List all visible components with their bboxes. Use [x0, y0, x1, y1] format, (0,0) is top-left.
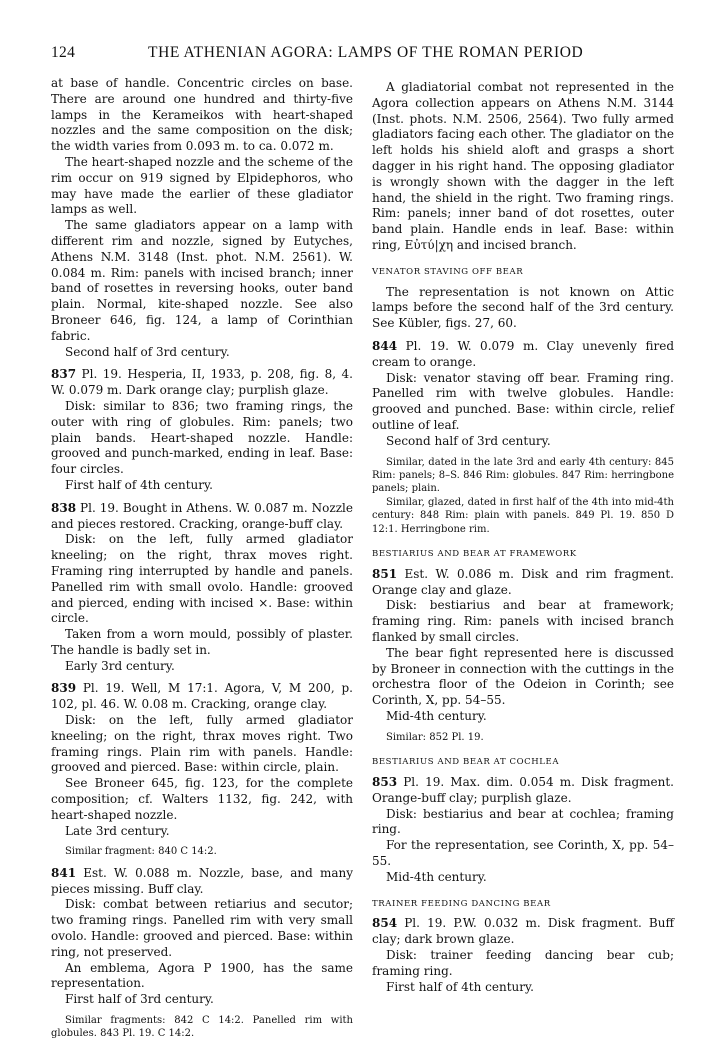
entry-number: 853	[372, 774, 398, 789]
entry-note: The bear fight represented here is discussed by Broneer in connection with the cuttings in the orchestra floor of the Odeion in Corinth; see Corinth, X, pp. 54–55.	[372, 645, 674, 708]
right-column	[372, 80, 674, 995]
paragraph: at base of handle. Concentric circles on base. There are around one hundred and thirty-five lamps in the Kerameikos with heart-shaped nozzles and the same composition on the disk; the width varies from 0.093 m. to ca. 0.072 m.	[51, 76, 353, 154]
entry-text: Pl. 19. Bought in Athens. W. 0.087 m. Nozzle and pieces restored. Cracking, orange-buff clay.	[51, 500, 353, 531]
entry-note: See Broneer 645, fig. 123, for the complete composition; cf. Walters 1132, fig. 242, with heart-shaped nozzle.	[51, 776, 353, 822]
entry-note: An emblema, Agora P 1900, has the same representation.	[51, 960, 353, 991]
catalogue-entry-851	[372, 567, 674, 599]
similar-fragments-note: Similar, glazed, dated in first half of the 4th into mid-4th century: 848 Rim: plain with panels. 849 Pl. 19. 850 D 12:1. Herringbone rim.	[372, 496, 674, 535]
similar-fragments-note: Similar, dated in the late 3rd and early 4th century: 845 Rim: panels; 8–S. 846 Rim: globules. 847 Rim: herringbone panels; plain.	[372, 456, 674, 495]
entry-number: 838	[51, 500, 77, 515]
entry-description: Disk: on the left, fully armed gladiator kneeling; on the right, thrax moves right. Framing ring interrupted by handle and panels. Panelled rim with small ovolo. Handle: grooved and pierced, ending with incised ×. Base: within circle.	[51, 532, 353, 626]
paragraph: A gladiatorial combat not represented in the Agora collection appears on Athens N.M. 3144 (Inst. phots. N.M. 2506, 2564). Two fully armed gladiators facing each other. The gladiator on the left holds his shield aloft and grasps a short dagger in his right hand. The opposing gladiator is wrongly shown with the dagger in the left hand, the shield in the right. Two framing rings. Rim: panels; inner band of dot rosettes, outer band plain. Handle ends in leaf. Base: within ring, Εὐτύ|χη and incised branch.	[372, 80, 674, 252]
running-title: THE ATHENIAN AGORA: LAMPS OF THE ROMAN PERIOD	[148, 44, 584, 61]
paragraph: The same gladiators appear on a lamp with different rim and nozzle, signed by Eutyches, Athens N.M. 3148 (Inst. phot. N.M. 2561). W. 0.084 m. Rim: panels with incised branch; inner band of rosettes in reversing hooks, outer band plain. Normal, kite-shaped nozzle. See also Broneer 646, fig. 124, a lamp of Corinthian fabric.	[51, 218, 353, 343]
date-line: Mid-4th century.	[386, 708, 487, 723]
entry-text: Pl. 19. W. 0.079 m. Clay unevenly fired cream to orange.	[372, 338, 674, 369]
left-column	[51, 76, 353, 1041]
entry-description: Disk: venator staving off bear. Framing ring. Panelled rim with twelve globules. Handle: grooved and punched. Base: within circle, relief outline of leaf.	[372, 370, 674, 432]
entry-note: For the representation, see Corinth, X, pp. 54–55.	[372, 838, 674, 868]
entry-number: 839	[51, 681, 77, 696]
date-line: Mid-4th century.	[386, 869, 487, 884]
catalogue-entry-854	[372, 916, 674, 948]
section-heading: BESTIARIUS AND BEAR AT FRAMEWORK	[372, 548, 577, 559]
section-heading: BESTIARIUS AND BEAR AT COCHLEA	[372, 757, 560, 768]
catalogue-entry-837	[51, 367, 353, 399]
similar-fragments-note: Similar: 852 Pl. 19.	[386, 731, 484, 743]
entry-description: Disk: similar to 836; two framing rings, the outer with ring of globules. Rim: panels; two plain bands. Heart-shaped nozzle. Handle: grooved and punch-marked, ending in leaf. Base: four circles.	[51, 398, 353, 477]
paragraph: The heart-shaped nozzle and the scheme of the rim occur on 919 signed by Elpidephoros, who may have made the earlier of these gladiator lamps as well.	[51, 154, 353, 217]
section-heading: VENATOR STAVING OFF BEAR	[372, 266, 524, 277]
date-line: Second half of 3rd century.	[386, 433, 551, 448]
catalogue-entry-841	[51, 866, 353, 898]
entry-number: 837	[51, 367, 77, 382]
entry-number: 851	[372, 566, 398, 581]
date-line: First half of 3rd century.	[65, 992, 214, 1007]
catalogue-entry-839	[51, 681, 353, 713]
entry-description: Disk: trainer feeding dancing bear cub; framing ring.	[372, 947, 674, 978]
entry-text: Est. W. 0.088 m. Nozzle, base, and many pieces missing. Buff clay.	[51, 865, 353, 896]
date-line: First half of 4th century.	[386, 979, 534, 994]
date-line: Second half of 3rd century.	[65, 344, 230, 359]
entry-text: Pl. 19. P.W. 0.032 m. Disk fragment. Buff clay; dark brown glaze.	[372, 916, 674, 947]
section-heading: TRAINER FEEDING DANCING BEAR	[372, 898, 551, 909]
entry-description: Disk: on the left, fully armed gladiator kneeling; on the right, thrax moves right. Two framing rings. Plain rim with panels. Handle: grooved and pierced. Base: within circle, plain.	[51, 713, 353, 775]
entry-text: Pl. 19. Well, M 17:1. Agora, V, M 200, p. 102, pl. 46. W. 0.08 m. Cracking, orange clay.	[51, 681, 353, 712]
entry-description: Disk: bestiarius and bear at cochlea; framing ring.	[372, 806, 674, 837]
entry-number: 844	[372, 338, 398, 353]
entry-description: Disk: combat between retiarius and secutor; two framing rings. Panelled rim with very small ovolo. Handle: grooved and pierced. Base: within ring, not preserved.	[51, 897, 353, 959]
entry-text: Est. W. 0.086 m. Disk and rim fragment. Orange clay and glaze.	[372, 566, 674, 597]
similar-fragments-note: Similar fragments: 842 C 14:2. Panelled rim with globules. 843 Pl. 19. C 14:2.	[51, 1015, 353, 1040]
catalogue-entry-853	[372, 775, 674, 807]
paragraph: The representation is not known on Attic lamps before the second half of the 3rd century. See Kübler, figs. 27, 60.	[372, 284, 674, 331]
entry-text: Pl. 19. Max. dim. 0.054 m. Disk fragment. Orange-buff clay; purplish glaze.	[372, 774, 674, 805]
entry-text: Pl. 19. Hesperia, II, 1933, p. 208, fig. 8, 4. W. 0.079 m. Dark orange clay; purplish glaze.	[51, 367, 353, 398]
date-line: Early 3rd century.	[65, 658, 175, 673]
entry-note: Taken from a worn mould, possibly of plaster. The handle is badly set in.	[51, 627, 353, 657]
catalogue-entry-838	[51, 501, 353, 533]
entry-number: 854	[372, 916, 398, 931]
entry-description: Disk: bestiarius and bear at framework; framing ring. Rim: panels with incised branch flanked by small circles.	[372, 598, 674, 644]
date-line: Late 3rd century.	[65, 823, 170, 838]
date-line: First half of 4th century.	[65, 477, 213, 492]
similar-fragments-note: Similar fragment: 840 C 14:2.	[65, 846, 217, 858]
page-number: 124	[51, 44, 76, 61]
entry-number: 841	[51, 865, 77, 880]
catalogue-entry-844	[372, 339, 674, 371]
